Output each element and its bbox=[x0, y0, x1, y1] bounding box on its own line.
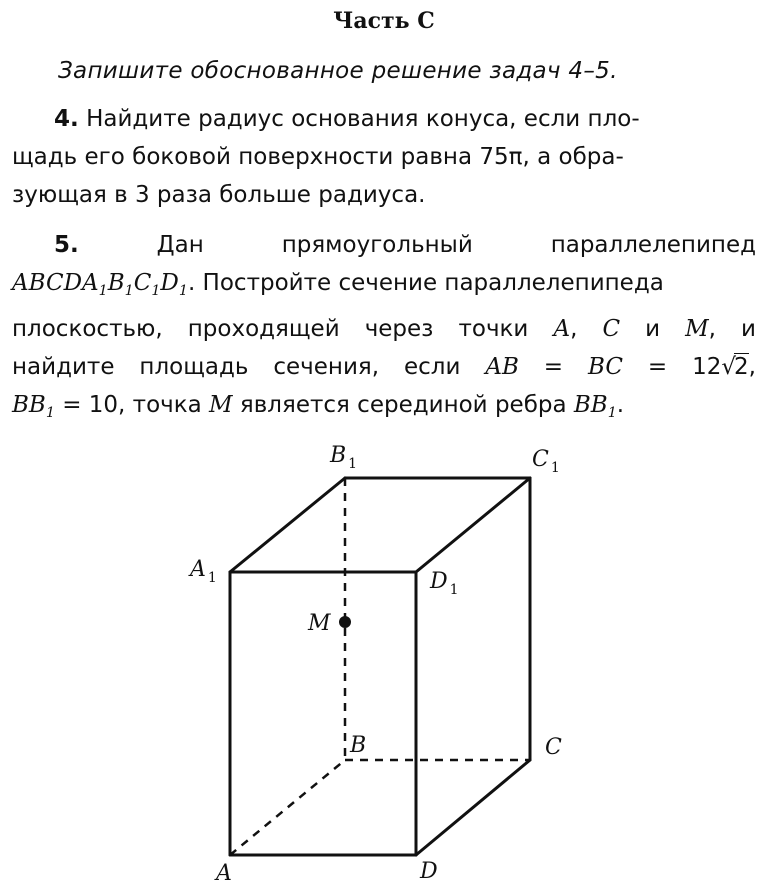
sqrt-argument: 2 bbox=[734, 353, 749, 380]
problem-5-line-5: $BB_1 = 10$, точка M является серединой ребра $BB_1$. bbox=[12, 391, 625, 421]
label-D1: D $_1$ bbox=[430, 569, 459, 598]
edge-CD bbox=[416, 760, 530, 855]
label-D: D bbox=[420, 859, 438, 884]
label-B1: B $_1$ bbox=[330, 443, 358, 472]
parallelepiped-figure bbox=[0, 430, 768, 887]
problem-5-line-4: найдите площадь сечения, если AB = BC = 12√2, bbox=[12, 353, 756, 380]
sqrt-sign: √ bbox=[721, 353, 737, 380]
problem-5-line-1: 5. Дан прямоугольный параллелепипед bbox=[54, 232, 757, 258]
problem-4-line-1: 4. Найдите радиус основания конуса, если пло- bbox=[54, 106, 640, 132]
problem-4-number: 4. bbox=[54, 106, 79, 132]
point-m-dot bbox=[339, 616, 351, 628]
problem-4-line-2: щадь его боковой поверхности равна 75π, а обра- bbox=[12, 144, 624, 170]
edge-A1B1 bbox=[230, 478, 345, 572]
problem-5-line-2: $ABCDA_1B_1C_1D_1$. Постройте сечение параллелепипеда bbox=[12, 270, 664, 299]
problem-5-line-3: плоскостью, проходящей через точки A, C и M, и bbox=[12, 315, 756, 342]
label-C: C bbox=[545, 735, 562, 760]
problem-4-line-3: зующая в 3 раза больше радиуса. bbox=[12, 182, 426, 208]
part-title: Часть С bbox=[333, 8, 435, 34]
problem-5-number: 5. bbox=[54, 232, 79, 258]
instruction-text: Запишите обоснованное решение задач 4–5. bbox=[58, 58, 618, 84]
parallelepiped-name: $ABCDA_1B_1C_1D_1$ bbox=[12, 270, 188, 299]
label-C1: C $_1$ bbox=[532, 447, 560, 476]
edge-AB-hidden bbox=[230, 760, 345, 855]
label-A: A bbox=[216, 861, 232, 886]
label-A1: A $_1$ bbox=[190, 557, 217, 586]
label-M: M bbox=[308, 611, 331, 636]
label-B: B bbox=[350, 733, 367, 758]
problem-4 bbox=[12, 100, 756, 214]
problem-5 bbox=[12, 226, 756, 432]
edge-C1D1 bbox=[416, 478, 530, 572]
